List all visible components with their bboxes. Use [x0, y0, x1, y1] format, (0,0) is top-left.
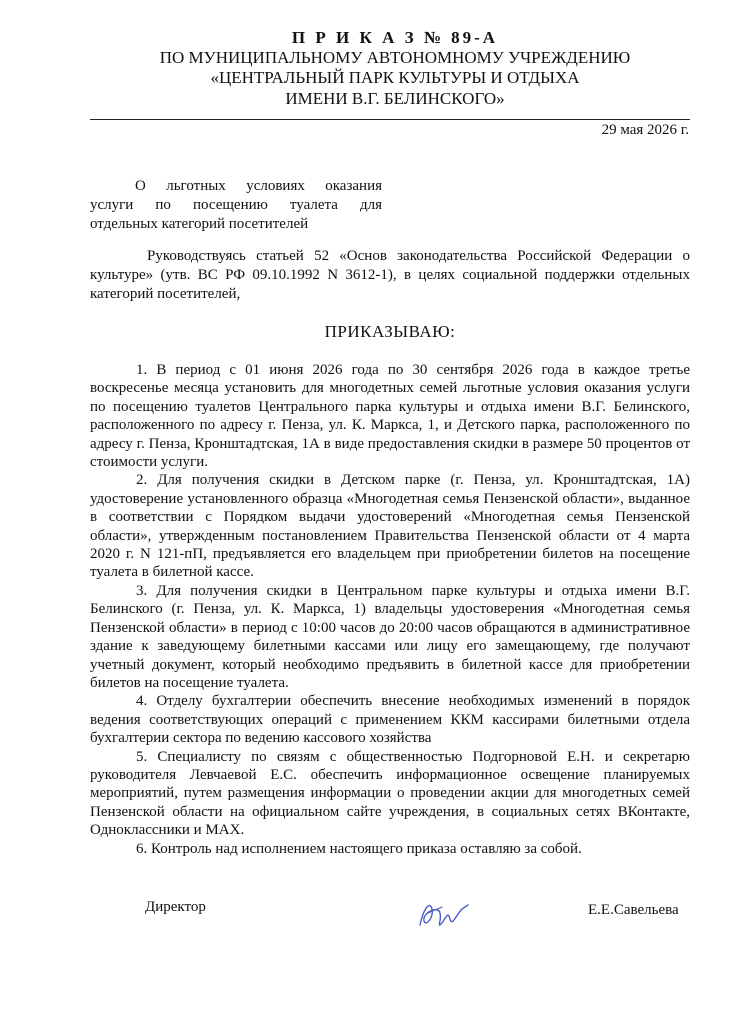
- legal-basis-paragraph: Руководствуясь статьей 52 «Основ законодательства Российской Федерации о культуре» (утв. ВС РФ 09.10.1992 N 3612-1), в целях социальной поддержки отдельных категорий посетителей,: [90, 248, 690, 302]
- handwritten-signature: [412, 895, 472, 935]
- order-directive-heading: ПРИКАЗЫВАЮ:: [324, 322, 456, 341]
- header-divider: [90, 119, 690, 120]
- organization-line-2: «ЦЕНТРАЛЬНЫЙ ПАРК КУЛЬТУРЫ И ОТДЫХА: [210, 68, 580, 87]
- order-item-1: 1. В период с 01 июня 2026 года по 30 сентября 2026 года в каждое третье воскресенье месяца установить для многодетных семей льготные условия оказания услуги по посещению туалетов Центрального парка культуры и отдыха имени В.Г. Белинского, расположенного по адресу г. Пенза, ул. К. Маркса, 1, и Детского парка, расположенного по адресу г. Пенза, Кронштадтская, 1А в виде предоставления скидки в размере 50 процентов от стоимости услуги.: [90, 362, 690, 471]
- order-item-2: 2. Для получения скидки в Детском парке (г. Пенза, ул. Кронштадтская, 1А) удостоверение установленного образца «Многодетная семья Пензенской области», выданное в соответствии с Порядком выдачи удостоверений «Многодетная семья Пензенской области», утвержденным постановлением Правительства Пензенской области от 4 марта 2020 г. N 121-пП, предъявляется его владельцем при приобретении билетов на посещение туалета в билетной кассе.: [90, 472, 690, 581]
- subject-line-1: О льготных условиях оказания: [135, 178, 382, 194]
- order-item-5: 5. Специалисту по связям с общественностью Подгорновой Е.Н. и секретарю руководителя Левчаевой Е.С. обеспечить информационное освещение планируемых мероприятий, путем размещения информации о проведении акции для многодетных семей Пензенской области на официальном сайте учреждения, в социальных сетях ВКонтакте, Одноклассники и MAX.: [90, 748, 690, 839]
- order-items: [90, 361, 690, 858]
- order-item-3: 3. Для получения скидки в Центральном парке культуры и отдыха имени В.Г. Белинского (г. Пенза, ул. К. Маркса, 1) владельцы удостоверения «Многодетная семья Пензенской области» в период с 10:00 часов до 20:00 часов обращаются в административное здание к заведующему билетными кассами или лицу его замещающему, где получают учетный документ, который необходимо предъявить в билетной кассе для приобретении билетов на посещение туалета.: [90, 582, 690, 691]
- organization-line-3: ИМЕНИ В.Г. БЕЛИНСКОГО»: [285, 89, 505, 108]
- signatory-name: Е.Е.Савельева: [588, 902, 679, 918]
- order-item-4: 4. Отделу бухгалтерии обеспечить внесение необходимых изменений в порядок ведения соответствующих операций с применением ККМ кассирами билетными отдела бухгалтерии сектора по ведению кассового хозяйства: [90, 693, 690, 747]
- organization-line-1: ПО МУНИЦИПАЛЬНОМУ АВТОНОМНОМУ УЧРЕЖДЕНИЮ: [159, 48, 631, 67]
- order-item-6: 6. Контроль над исполнением настоящего приказа оставляю за собой.: [136, 840, 582, 857]
- order-title: П Р И К А З № 89-А: [291, 28, 499, 47]
- order-subject: [90, 177, 382, 234]
- signatory-title: Директор: [145, 899, 206, 915]
- subject-line-2: услуги по посещению туалета для: [90, 197, 382, 213]
- subject-line-3: отдельных категорий посетителей: [90, 216, 309, 232]
- order-date: 29 мая 2026 г.: [601, 122, 689, 138]
